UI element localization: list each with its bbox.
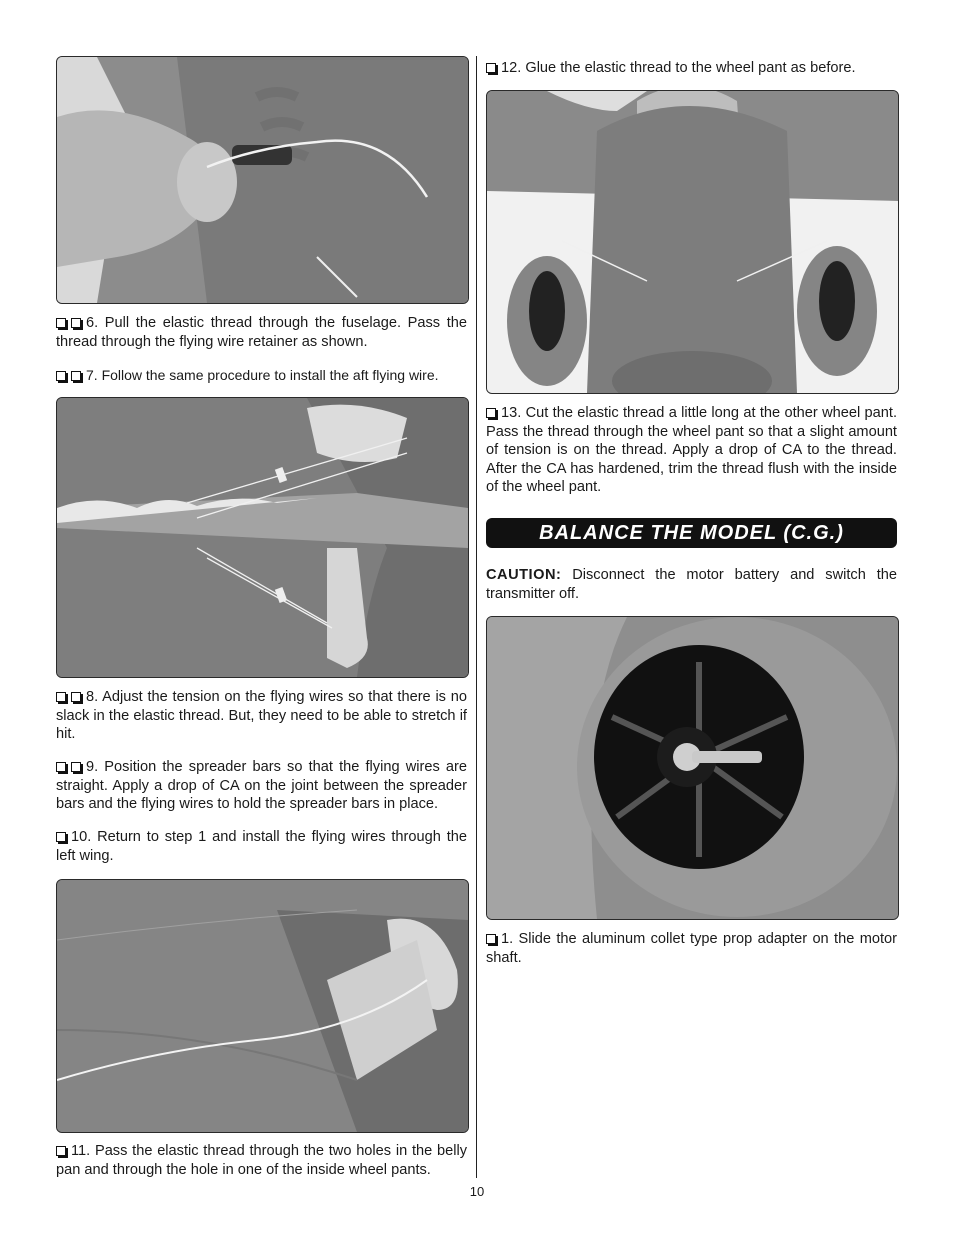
step-7 xyxy=(56,366,474,385)
step-6 xyxy=(56,314,467,351)
step-10-text: 10. Return to step 1 and install the flying wires through the left wing. xyxy=(56,829,467,864)
caution-text: Disconnect the motor battery and switch the transmitter off. xyxy=(486,567,897,602)
checkbox-icon[interactable] xyxy=(71,318,81,328)
section-title-banner: BALANCE THE MODEL (C.G.) xyxy=(486,518,897,548)
step-13-text: 13. Cut the elastic thread a little long at the other wheel pant. Pass the thread through the wheel pant so that a slight amount of tension is on the thread. Apply a drop of CA to the thread. After the CA has hardened, trim the thread flush with the inside of the wheel pant. xyxy=(486,405,897,496)
checkbox-icon[interactable] xyxy=(486,934,496,944)
step-10 xyxy=(56,828,467,865)
checkbox-icon[interactable] xyxy=(71,762,81,772)
step-12-text: 12. Glue the elastic thread to the wheel pant as before. xyxy=(501,60,856,76)
photo-thread-retainer xyxy=(56,56,469,304)
photo-belly-pan xyxy=(56,879,469,1133)
step-9-text: 9. Position the spreader bars so that the flying wires are straight. Apply a drop of CA on the joint between the spreader bars and the flying wires to hold the spreader bars in place. xyxy=(56,759,467,813)
photo-wheel-pants xyxy=(486,90,899,394)
checkbox-icon[interactable] xyxy=(56,832,66,842)
checkbox-icon[interactable] xyxy=(486,63,496,73)
photo-prop-adapter xyxy=(486,616,899,920)
checkbox-icon[interactable] xyxy=(71,371,81,381)
step-11 xyxy=(56,1142,467,1179)
checkbox-icon[interactable] xyxy=(56,371,66,381)
checkbox-icon[interactable] xyxy=(56,318,66,328)
step-8 xyxy=(56,688,467,744)
column-divider xyxy=(476,56,477,1178)
checkbox-icon[interactable] xyxy=(56,692,66,702)
balance-step-1 xyxy=(486,930,897,967)
caution-label: CAUTION: xyxy=(486,567,562,583)
checkbox-icon[interactable] xyxy=(56,1146,66,1156)
step-8-text: 8. Adjust the tension on the flying wires so that there is no slack in the elastic thread. But, they need to be able to stretch if hit. xyxy=(56,689,467,743)
photo-flying-wires xyxy=(56,397,469,678)
step-12 xyxy=(486,59,897,78)
step-9 xyxy=(56,758,467,814)
checkbox-icon[interactable] xyxy=(486,408,496,418)
page-number: 10 xyxy=(469,1184,485,1199)
checkbox-icon[interactable] xyxy=(56,762,66,772)
step-13 xyxy=(486,404,897,497)
step-7-text: 7. Follow the same procedure to install the aft flying wire. xyxy=(86,367,439,383)
step-11-text: 11. Pass the elastic thread through the two holes in the belly pan and through the hole in one of the inside wheel pants. xyxy=(56,1143,467,1178)
balance-step-1-text: 1. Slide the aluminum collet type prop adapter on the motor shaft. xyxy=(486,931,897,966)
checkbox-icon[interactable] xyxy=(71,692,81,702)
step-6-text: 6. Pull the elastic thread through the fuselage. Pass the thread through the flying wire retainer as shown. xyxy=(56,315,467,350)
caution-note xyxy=(486,566,897,603)
